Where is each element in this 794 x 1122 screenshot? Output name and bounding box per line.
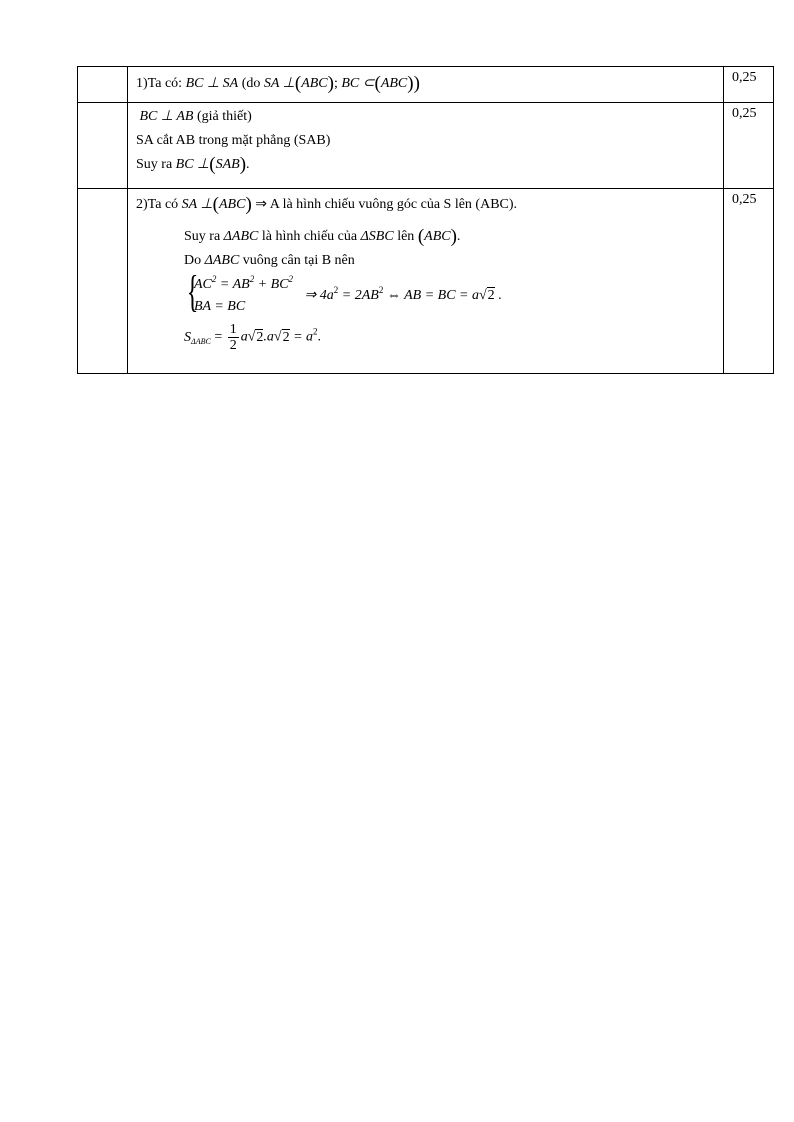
answer-line — [136, 250, 715, 274]
answer-line: 1)Ta có: BC ⊥ SA (do SA ⊥(ABC); BC ⊂(ABC)) — [136, 73, 420, 94]
separator: ; — [333, 76, 338, 91]
equation-system-line — [136, 267, 715, 320]
score-cell — [724, 103, 774, 189]
score-cell — [724, 67, 774, 103]
grading-table — [77, 66, 774, 374]
table-row — [78, 103, 774, 189]
math-expression: SA ⊥ — [181, 197, 213, 212]
question-number-cell — [78, 189, 128, 374]
punctuation: . — [246, 157, 250, 172]
math-expression: ABC — [380, 76, 408, 91]
math-expression: BC ⊥ SA — [185, 76, 239, 91]
score-value: 0,25 — [732, 70, 757, 85]
math-expression: BC ⊥ — [175, 157, 210, 172]
math-expression: ABC — [424, 229, 451, 244]
answer-cell — [128, 67, 724, 103]
math-expression: ΔABC — [204, 253, 240, 268]
math-expression: ΔABC — [223, 229, 259, 244]
math-expression: ABC — [301, 76, 328, 91]
answer-text: Do — [184, 253, 202, 268]
score-value: 0,25 — [732, 106, 757, 121]
question-number-cell — [78, 103, 128, 189]
answer-text: ⇒ A là hình chiếu vuông góc của S lên (ABC). — [255, 197, 518, 212]
score-value: 0,25 — [732, 192, 757, 207]
step-label: 1)Ta có: — [136, 76, 183, 91]
area-formula-line: $S_{\Delta ABC}$ = $\frac{1}{2}$ $a√2.a√2 = a^2$. — [184, 322, 322, 353]
score-cell — [724, 189, 774, 374]
answer-text: SA cắt AB trong mặt phẳng (SAB) — [136, 133, 331, 148]
answer-line — [136, 130, 715, 154]
math-expression: SA ⊥ — [263, 76, 295, 91]
math-expression: ABC — [219, 197, 246, 212]
note-text: (giả thiết) — [196, 109, 252, 124]
table-row — [78, 189, 774, 374]
answer-text: vuông cân tại B nên — [242, 253, 355, 268]
step-label: 2)Ta có — [136, 197, 179, 212]
punctuation: . — [456, 229, 461, 244]
math-expression: ΔSBC — [360, 229, 394, 244]
note-text: ) — [413, 73, 420, 94]
answer-line: Suy ra ΔABC là hình chiếu của ΔSBC lên (ABC). — [184, 226, 461, 247]
answer-line — [136, 106, 715, 130]
question-number-cell — [78, 67, 128, 103]
fraction: $\frac{1}{2}$ — [229, 322, 237, 353]
math-expression: S — [184, 329, 191, 345]
answer-cell — [128, 189, 724, 374]
answer-text: Suy ra — [136, 157, 173, 172]
answer-text: là hình chiếu của — [261, 229, 358, 244]
equation-result: ⇒ $4a^2 = 2AB^2$ ⇔ AB = BC = a√2 . — [304, 285, 502, 303]
brace-icon: { — [186, 267, 199, 316]
answer-line: 2)Ta có SA ⊥(ABC) ⇒ A là hình chiếu vuông góc của S lên (ABC). — [136, 194, 518, 215]
answer-cell — [128, 103, 724, 189]
equation-system: { $AC^2 = AB^2 + BC^2$ BA = BC — [186, 267, 294, 316]
math-expression: BC ⊥ AB — [139, 109, 194, 124]
answer-text: lên — [397, 229, 415, 244]
note-text: (do — [241, 76, 261, 91]
math-expression: BC ⊂ — [341, 76, 375, 91]
answer-line: Suy ra BC ⊥(SAB). — [136, 154, 250, 175]
table-row — [78, 67, 774, 103]
math-expression: SAB — [215, 157, 240, 172]
answer-text: Suy ra — [184, 229, 221, 244]
